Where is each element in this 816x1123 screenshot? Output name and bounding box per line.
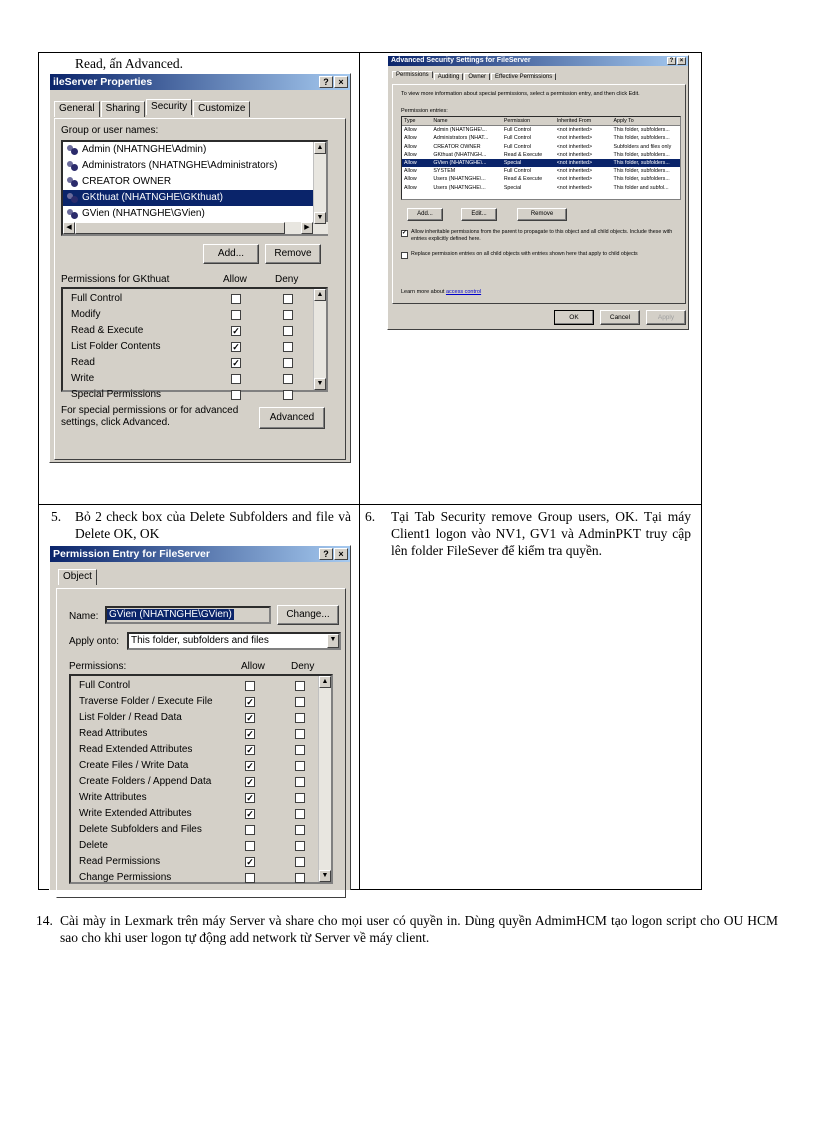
add-button[interactable]: Add... [203, 244, 259, 264]
permissions-tab-panel [392, 84, 686, 304]
permission-name: List Folder Contents [71, 341, 161, 352]
allow-checkbox[interactable]: ✓ [246, 809, 254, 819]
permission-entry-row[interactable] [402, 184, 680, 192]
vertical-scrollbar[interactable] [313, 142, 326, 224]
entry-cell: <not inherited> [556, 159, 593, 166]
allow-checkbox[interactable]: ✓ [246, 857, 254, 867]
entry-cell: Read & Execute [503, 151, 543, 158]
user-group-icon [67, 177, 79, 188]
advanced-button[interactable]: Advanced [259, 407, 325, 429]
cell4-number: 6. [365, 509, 376, 524]
scroll-up-arrow[interactable]: ▲ [319, 676, 331, 688]
tab-effective-permissions[interactable]: Effective Permissions [491, 73, 556, 80]
allow-checkbox[interactable] [231, 390, 241, 400]
group-label: Group or user names: [61, 125, 159, 136]
user-listbox[interactable] [61, 140, 328, 236]
permission-name: Special Permissions [71, 389, 162, 400]
entry-cell: CREATOR OWNER [433, 143, 481, 150]
permission-entry-row[interactable] [402, 143, 680, 151]
allow-checkbox[interactable]: ✓ [232, 358, 240, 368]
permission-entries-list[interactable] [401, 116, 681, 200]
cancel-button[interactable]: Cancel [600, 310, 640, 325]
permission-name: Read Permissions [79, 856, 161, 867]
user-group-icon [67, 161, 79, 172]
entry-cell: Allow [404, 168, 417, 175]
allow-checkbox[interactable]: ✓ [246, 713, 254, 723]
item14-text: Cài mày in Lexmark trên máy Server và share cho mọi user có quyền in. Dùng quyền AdmimHCM tạo logon script cho OU HCM sao cho khi user logon tự động add network từ Server về máy client. [60, 913, 778, 945]
permission-name: Change Permissions [79, 872, 172, 883]
entry-cell: Read & Execute [503, 176, 543, 183]
permission-name: Delete [79, 840, 108, 851]
permission-name: Traverse Folder / Execute File [79, 696, 213, 707]
horizontal-scrollbar[interactable] [63, 222, 328, 234]
entry-cell: Allow [404, 127, 417, 134]
deny-checkbox[interactable] [295, 793, 305, 803]
permission-entry-window [49, 545, 351, 890]
advanced-security-window [387, 55, 689, 330]
deny-checkbox[interactable] [295, 777, 305, 787]
tab-strip [54, 101, 251, 117]
remove-button[interactable]: Remove [265, 244, 321, 264]
entry-cell: Full Control [503, 143, 531, 150]
entry-cell: Full Control [503, 135, 531, 142]
entry-cell: This folder, subfolders... [613, 127, 670, 134]
cell4-text: Tại Tab Security remove Group users, OK. Tại máy Client1 logon vào NV1, GV1 và AdminPKT truy cập lên folder FileSever để kiểm tra quyền. [391, 509, 691, 558]
permission-name: Create Folders / Append Data [79, 776, 212, 787]
window-title: Advanced Security Settings for FileServer ? × [388, 56, 688, 66]
entry-cell: <not inherited> [556, 143, 593, 150]
tab-customize[interactable]: Customize [193, 101, 250, 117]
user-name: Administrators (NHATNGHE\Administrators) [82, 160, 278, 171]
deny-checkbox[interactable] [295, 713, 305, 723]
user-name: GKthuat (NHATNGHE\GKthuat) [82, 192, 223, 203]
user-list-item[interactable] [63, 142, 326, 158]
entry-cell: This folder, subfolders... [613, 135, 670, 142]
column-header[interactable]: Type [404, 118, 416, 124]
allow-checkbox[interactable] [231, 294, 241, 304]
entry-cell: This folder, subfolders... [613, 176, 670, 183]
entry-cell: This folder, subfolders... [613, 151, 670, 158]
help-button[interactable]: ? [667, 57, 676, 65]
user-group-icon [67, 193, 79, 204]
advanced-hint: For special permissions or for advanced settings, click Advanced. [61, 405, 239, 428]
entry-cell: Full Control [503, 127, 531, 134]
apply-onto-select[interactable]: This folder, subfolders and files ▼ [127, 632, 341, 650]
help-button[interactable]: ? [319, 548, 333, 560]
allow-checkbox[interactable] [231, 310, 241, 320]
permission-entry-row[interactable] [402, 167, 680, 175]
entry-cell: Users (NHATNGHE\... [433, 184, 486, 191]
inherit-checkbox-label: Allow inheritable permissions from the parent to propagate to this object and all child objects. Include these with entries explicitly defined here. [411, 229, 673, 242]
permission-name: Modify [71, 309, 101, 320]
apply-onto-label: Apply onto: [69, 636, 120, 647]
cell1-text: Read, ấn Advanced. [75, 56, 183, 71]
entry-cell: Allow [404, 184, 417, 191]
deny-checkbox[interactable] [295, 809, 305, 819]
column-header[interactable]: Permission [503, 118, 531, 124]
user-list-item[interactable] [63, 190, 326, 206]
allow-checkbox[interactable] [231, 374, 241, 384]
scroll-right-arrow[interactable]: ▶ [301, 222, 313, 234]
permission-entry-row[interactable] [402, 151, 680, 159]
deny-checkbox[interactable] [295, 745, 305, 755]
entry-cell: GKthuat (NHATNGH... [433, 151, 487, 158]
deny-checkbox[interactable] [295, 697, 305, 707]
deny-checkbox[interactable] [283, 326, 293, 336]
permission-entry-row[interactable] [402, 126, 680, 134]
deny-header: Deny [275, 274, 299, 285]
entry-cell: <not inherited> [556, 127, 593, 134]
permission-name: Create Files / Write Data [79, 760, 189, 771]
deny-checkbox[interactable] [295, 873, 305, 883]
entry-cell: <not inherited> [556, 151, 593, 158]
close-button[interactable]: × [334, 548, 348, 560]
permissions-scrollbar[interactable] [318, 676, 331, 882]
allow-checkbox[interactable]: ✓ [246, 745, 254, 755]
column-divider [359, 53, 360, 889]
user-list-item[interactable] [63, 206, 326, 222]
allow-checkbox[interactable] [245, 841, 255, 851]
user-name: CREATOR OWNER [82, 176, 172, 187]
window-title: Permission Entry for FileServer ? × [50, 546, 350, 562]
tab-strip [58, 571, 98, 587]
deny-checkbox[interactable] [295, 841, 305, 851]
name-value: GVien (NHATNGHE\GVien) [109, 609, 232, 620]
permission-name: Read Attributes [79, 728, 148, 739]
info-text: To view more information about special permissions, select a permission entry, and then click Edit. [401, 91, 640, 97]
ok-button[interactable]: OK [554, 310, 594, 325]
edit-button[interactable]: Edit... [461, 208, 497, 221]
scroll-down-arrow[interactable]: ▼ [314, 378, 326, 390]
permissions-scrollbar[interactable] [313, 289, 326, 390]
permission-name: Write [71, 373, 95, 384]
entry-cell: Subfolders and files only [613, 143, 672, 150]
permission-name: Full Control [79, 680, 131, 691]
change-button[interactable]: Change... [277, 605, 339, 625]
instruction-table [38, 52, 702, 890]
allow-checkbox[interactable]: ✓ [232, 326, 240, 336]
permission-name: Read Extended Attributes [79, 744, 193, 755]
scroll-left-arrow[interactable]: ◀ [63, 222, 75, 234]
entry-cell: GVien (NHATNGHE\... [433, 159, 487, 166]
object-tab-panel [56, 588, 346, 898]
entry-cell: Special [503, 159, 522, 166]
permissions-label: Permissions for GKthuat [61, 274, 170, 285]
user-name: Admin (NHATNGHE\Admin) [82, 144, 207, 155]
deny-checkbox[interactable] [295, 681, 305, 691]
deny-checkbox[interactable] [283, 358, 293, 368]
permission-name: Write Attributes [79, 792, 147, 803]
user-list-item[interactable] [63, 158, 326, 174]
entry-cell: Administrators (NHAT... [433, 135, 489, 142]
entries-label: Permission entries: [401, 108, 448, 114]
security-tab-panel [54, 118, 346, 460]
item14-number: 14. [36, 913, 53, 928]
help-button[interactable]: ? [319, 76, 333, 88]
deny-checkbox[interactable] [295, 825, 305, 835]
permission-name: Full Control [71, 293, 123, 304]
tab-general[interactable]: General [54, 101, 100, 117]
allow-checkbox[interactable] [245, 825, 255, 835]
tab-object[interactable]: Object [58, 569, 97, 585]
allow-checkbox[interactable]: ✓ [246, 729, 254, 739]
entries-header [402, 117, 680, 126]
entry-cell: This folder and subfol... [613, 184, 669, 191]
deny-checkbox[interactable] [295, 729, 305, 739]
access-control-link[interactable]: access control [445, 289, 482, 295]
scroll-down-arrow[interactable]: ▼ [314, 212, 326, 224]
entry-cell: Allow [404, 176, 417, 183]
permissions-label: Permissions: [69, 661, 127, 672]
allow-checkbox[interactable]: ✓ [246, 793, 254, 803]
tab-strip [392, 73, 557, 80]
scroll-thumb[interactable] [75, 222, 285, 234]
deny-checkbox[interactable] [295, 857, 305, 867]
tab-auditing[interactable]: Auditing [434, 73, 464, 80]
permission-entry-row[interactable] [402, 159, 680, 167]
scroll-down-arrow[interactable]: ▼ [319, 870, 331, 882]
user-group-icon [67, 145, 79, 156]
entry-cell: <not inherited> [556, 168, 593, 175]
allow-checkbox[interactable] [245, 873, 255, 883]
cell3-text: Bỏ 2 check box của Delete Subfolders and file và Delete OK, OK [75, 509, 351, 541]
window-title: ileServer Properties ? × [50, 74, 350, 90]
inherit-checkbox[interactable]: ✓ [402, 230, 408, 236]
add-button[interactable]: Add... [407, 208, 443, 221]
column-header[interactable]: Apply To [613, 118, 634, 124]
allow-checkbox[interactable]: ✓ [246, 761, 254, 771]
deny-checkbox[interactable] [283, 374, 293, 384]
entry-cell: Allow [404, 135, 417, 142]
deny-checkbox[interactable] [283, 310, 293, 320]
replace-checkbox-label: Replace permission entries on all child objects with entries shown here that apply to child objects [411, 251, 638, 257]
entry-cell: <not inherited> [556, 176, 593, 183]
scroll-up-arrow[interactable]: ▲ [314, 142, 326, 154]
deny-checkbox[interactable] [283, 342, 293, 352]
allow-checkbox[interactable]: ✓ [246, 697, 254, 707]
chevron-down-icon[interactable]: ▼ [327, 634, 339, 648]
learn-more-text: Learn more about access control [401, 289, 482, 295]
column-header[interactable]: Inherited From [556, 118, 592, 124]
scroll-up-arrow[interactable]: ▲ [314, 289, 326, 301]
permission-name: Write Extended Attributes [79, 808, 192, 819]
allow-header: Allow [223, 274, 247, 285]
close-button[interactable]: × [334, 76, 348, 88]
close-button[interactable]: × [677, 57, 686, 65]
deny-checkbox[interactable] [295, 761, 305, 771]
entry-cell: Allow [404, 159, 417, 166]
user-group-icon [67, 209, 79, 220]
entry-cell: This folder, subfolders... [613, 168, 670, 175]
entry-cell: This folder, subfolders... [613, 159, 670, 166]
column-header[interactable]: Name [433, 118, 448, 124]
entry-cell: Admin (NHATNGHE\... [433, 127, 487, 134]
allow-checkbox[interactable] [245, 681, 255, 691]
permission-entry-row[interactable] [402, 134, 680, 142]
entry-cell: <not inherited> [556, 184, 593, 191]
apply-button[interactable]: Apply [646, 310, 686, 325]
entry-cell: Full Control [503, 168, 531, 175]
entry-cell: Special [503, 184, 522, 191]
name-field [105, 606, 271, 624]
allow-checkbox[interactable]: ✓ [232, 342, 240, 352]
permissions-list [61, 287, 328, 400]
permission-name: Read & Execute [71, 325, 144, 336]
deny-checkbox[interactable] [283, 390, 293, 400]
permission-name: Read [71, 357, 95, 368]
user-list-item[interactable] [63, 174, 326, 190]
allow-header: Allow [241, 661, 265, 672]
replace-checkbox[interactable] [401, 252, 408, 259]
permission-name: List Folder / Read Data [79, 712, 182, 723]
name-label: Name: [69, 611, 99, 622]
cell3-number: 5. [51, 509, 62, 524]
fileserver-properties-window [49, 73, 351, 463]
entry-cell: <not inherited> [556, 135, 593, 142]
permission-entry-row[interactable] [402, 175, 680, 183]
user-name: GVien (NHATNGHE\GVien) [82, 208, 205, 219]
entry-cell: SYSTEM [433, 168, 456, 175]
entry-cell: Allow [404, 143, 417, 150]
row-divider [39, 504, 701, 505]
tab-sharing[interactable]: Sharing [101, 101, 145, 117]
entry-cell: Users (NHATNGHE\... [433, 176, 486, 183]
entry-cell: Allow [404, 151, 417, 158]
tab-permissions[interactable]: Permissions [392, 71, 433, 78]
permission-name: Delete Subfolders and Files [79, 824, 202, 835]
remove-button[interactable]: Remove [517, 208, 567, 221]
deny-header: Deny [291, 661, 315, 672]
deny-checkbox[interactable] [283, 294, 293, 304]
permissions-list [69, 674, 333, 884]
allow-checkbox[interactable]: ✓ [246, 777, 254, 787]
tab-owner[interactable]: Owner [464, 73, 490, 80]
tab-security[interactable]: Security [146, 99, 192, 115]
